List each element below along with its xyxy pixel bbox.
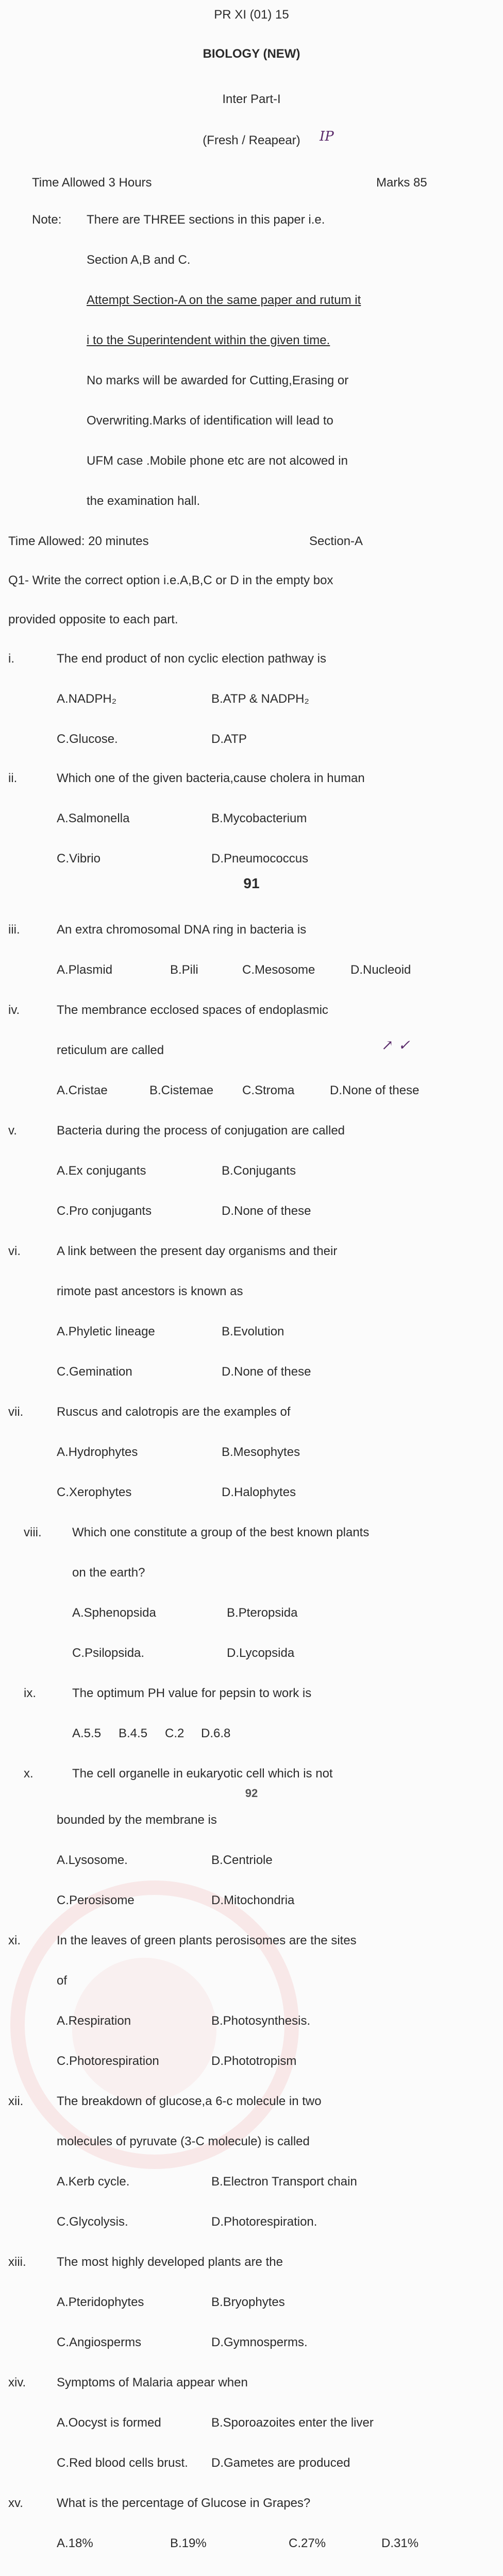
mcq-number: viii. (24, 1526, 42, 1539)
mcq-option: B.Bryophytes (211, 2295, 285, 2309)
mcq-stem: The breakdown of glucose,a 6-c molecule in two (57, 2094, 322, 2108)
paper-part: Inter Part-I (222, 92, 281, 106)
mcq-option: A.Cristae (57, 1083, 108, 1097)
mcq-number: vii. (8, 1405, 24, 1419)
mcq-option: A.Plasmid (57, 963, 113, 977)
mcq-number: iv. (8, 1003, 20, 1017)
paper-subject: BIOLOGY (NEW) (203, 47, 300, 61)
mcq-stem: Which one constitute a group of the best known plants (72, 1526, 370, 1539)
mcq-option: D.Pneumococcus (211, 852, 309, 866)
q1-instruction: provided opposite to each part. (8, 613, 178, 626)
mcq-option: B.Conjugants (222, 1164, 296, 1178)
note-line: the examination hall. (87, 494, 200, 508)
mcq-stem: rimote past ancestors is known as (57, 1284, 243, 1298)
mcq-number: xiv. (8, 2376, 26, 2389)
mcq-number: iii. (8, 923, 20, 937)
mcq-number: xii. (8, 2094, 24, 2108)
mcq-stem: bounded by the membrane is (57, 1813, 217, 1827)
time-allowed: Time Allowed 3 Hours (32, 176, 152, 190)
mcq-stem: reticulum are called (57, 1043, 164, 1057)
mcq-number: x. (24, 1767, 33, 1781)
mcq-option: D.Halophytes (222, 1485, 296, 1499)
mcq-number: i. (8, 652, 14, 666)
mcq-number: xv. (8, 2496, 23, 2510)
mcq-option: B.Pteropsida (227, 1606, 298, 1620)
q1-instruction: Q1- Write the correct option i.e.A,B,C or D in the empty box (8, 573, 333, 587)
mcq-option: A.18% (57, 2536, 93, 2550)
mcq-option: A.Ex conjugants (57, 1164, 146, 1178)
paper-code: PR XI (01) 15 (214, 8, 289, 22)
mcq-option: B.19% (170, 2536, 207, 2550)
mcq-option: D.Lycopsida (227, 1646, 295, 1660)
mcq-number: vi. (8, 1244, 21, 1258)
page-number: 92 (245, 1787, 258, 1800)
mcq-option: B.Photosynthesis. (211, 2014, 311, 2028)
mcq-stem: Ruscus and calotropis are the examples of (57, 1405, 291, 1419)
mcq-stem: The cell organelle in eukaryotic cell which is not (72, 1767, 333, 1781)
paper-status: (Fresh / Reapear) (203, 133, 300, 147)
mcq-stem: The most highly developed plants are the (57, 2255, 283, 2269)
mcq-option: D.Nucleoid (350, 963, 411, 977)
mcq-option: B.Centriole (211, 1853, 273, 1867)
mcq-option: B.Sporoazoites enter the liver (211, 2416, 374, 2430)
watermark-seal-inner (72, 1958, 216, 2102)
mcq-option: C.2 (165, 1726, 185, 1740)
mcq-option: D.None of these (222, 1204, 311, 1218)
total-marks: Marks 85 (376, 176, 427, 190)
mcq-stem: Symptoms of Malaria appear when (57, 2376, 248, 2389)
mcq-option: C.Xerophytes (57, 1485, 132, 1499)
mcq-option: C.Mesosome (242, 963, 315, 977)
mcq-stem: Bacteria during the process of conjugation are called (57, 1124, 345, 1138)
mcq-option: B.Evolution (222, 1325, 284, 1338)
page-number: 91 (243, 875, 260, 891)
note-line: Attempt Section-A on the same paper and rutum it (87, 293, 361, 307)
mcq-option: D.6.8 (201, 1726, 231, 1740)
mcq-stem: What is the percentage of Glucose in Grapes? (57, 2496, 311, 2510)
mcq-stem: The membrance ecclosed spaces of endoplasmic (57, 1003, 328, 1017)
mcq-option: B.4.5 (119, 1726, 148, 1740)
note-label: Note: (32, 213, 62, 227)
mcq-option: B.Cistemae (149, 1083, 214, 1097)
note-line: Section A,B and C. (87, 253, 191, 267)
note-line: UFM case .Mobile phone etc are not alcowed in (87, 454, 348, 468)
mcq-number: ix. (24, 1686, 36, 1700)
mcq-number: v. (8, 1124, 17, 1138)
mcq-option: D.Gymnosperms. (211, 2335, 308, 2349)
mcq-option: B.Electron Transport chain (211, 2175, 357, 2189)
mcq-option: C.Glucose. (57, 732, 118, 746)
mcq-option: C.Pro conjugants (57, 1204, 152, 1218)
mcq-option: C.Glycolysis. (57, 2215, 128, 2229)
mcq-option: C.27% (289, 2536, 326, 2550)
mcq-number: xi. (8, 1934, 21, 1947)
section-a-time: Time Allowed: 20 minutes (8, 534, 149, 548)
mcq-option: A.Kerb cycle. (57, 2175, 130, 2189)
mcq-stem: of (57, 1974, 68, 1988)
mcq-option: B.Pili (170, 963, 198, 977)
mcq-option: A.Sphenopsida (72, 1606, 156, 1620)
mcq-stem: The end product of non cyclic election pathway is (57, 652, 326, 666)
mcq-option: D.Photorespiration. (211, 2215, 317, 2229)
mcq-option: A.Salmonella (57, 811, 130, 825)
mcq-option: C.Perosisome (57, 1893, 135, 1907)
mcq-number: ii. (8, 771, 18, 785)
mcq-stem: The optimum PH value for pepsin to work is (72, 1686, 312, 1700)
mcq-option: C.Photorespiration (57, 2054, 159, 2068)
mcq-option: B.Mesophytes (222, 1445, 300, 1459)
mcq-option: A.5.5 (72, 1726, 102, 1740)
mcq-option: A.Lysosome. (57, 1853, 128, 1867)
mcq-option: A.Oocyst is formed (57, 2416, 161, 2430)
mcq-option: D.Mitochondria (211, 1893, 295, 1907)
mcq-option: A.Phyletic lineage (57, 1325, 155, 1338)
mcq-option: C.Red blood cells brust. (57, 2456, 188, 2470)
note-line: There are THREE sections in this paper i.e. (87, 213, 325, 227)
mcq-option: C.Vibrio (57, 852, 100, 866)
mcq-option: D.ATP (211, 732, 247, 746)
handwritten-mark: ↗ ✓ (381, 1037, 410, 1054)
mcq-number: xiii. (8, 2255, 26, 2269)
section-a-title: Section-A (309, 534, 363, 548)
mcq-option: A.Pteridophytes (57, 2295, 144, 2309)
mcq-stem: In the leaves of green plants perosisomes are the sites (57, 1934, 357, 1947)
mcq-stem: A link between the present day organisms and their (57, 1244, 338, 1258)
mcq-option: D.Gametes are produced (211, 2456, 350, 2470)
mcq-option: A.Respiration (57, 2014, 131, 2028)
mcq-option: D.None of these (330, 1083, 420, 1097)
note-line: Overwriting.Marks of identification will lead to (87, 414, 333, 428)
mcq-option: A.NADPH₂ (57, 692, 117, 706)
mcq-option: D.Phototropism (211, 2054, 297, 2068)
mcq-stem: Which one of the given bacteria,cause cholera in human (57, 771, 365, 785)
note-line: No marks will be awarded for Cutting,Erasing or (87, 374, 349, 387)
mcq-option: D.31% (381, 2536, 419, 2550)
note-line: i to the Superintendent within the given time. (87, 333, 330, 347)
mcq-option: C.Gemination (57, 1365, 132, 1379)
mcq-option: C.Psilopsida. (72, 1646, 145, 1660)
mcq-option: B.Mycobacterium (211, 811, 307, 825)
mcq-stem: molecules of pyruvate (3-C molecule) is called (57, 2134, 310, 2148)
mcq-option: B.ATP & NADPH₂ (211, 692, 309, 706)
mcq-option: C.Angiosperms (57, 2335, 142, 2349)
mcq-option: D.None of these (222, 1365, 311, 1379)
mcq-stem: on the earth? (72, 1566, 145, 1580)
handwritten-mark: IP (320, 129, 334, 144)
mcq-stem: An extra chromosomal DNA ring in bacteria is (57, 923, 307, 937)
mcq-option: A.Hydrophytes (57, 1445, 138, 1459)
mcq-option: C.Stroma (242, 1083, 295, 1097)
